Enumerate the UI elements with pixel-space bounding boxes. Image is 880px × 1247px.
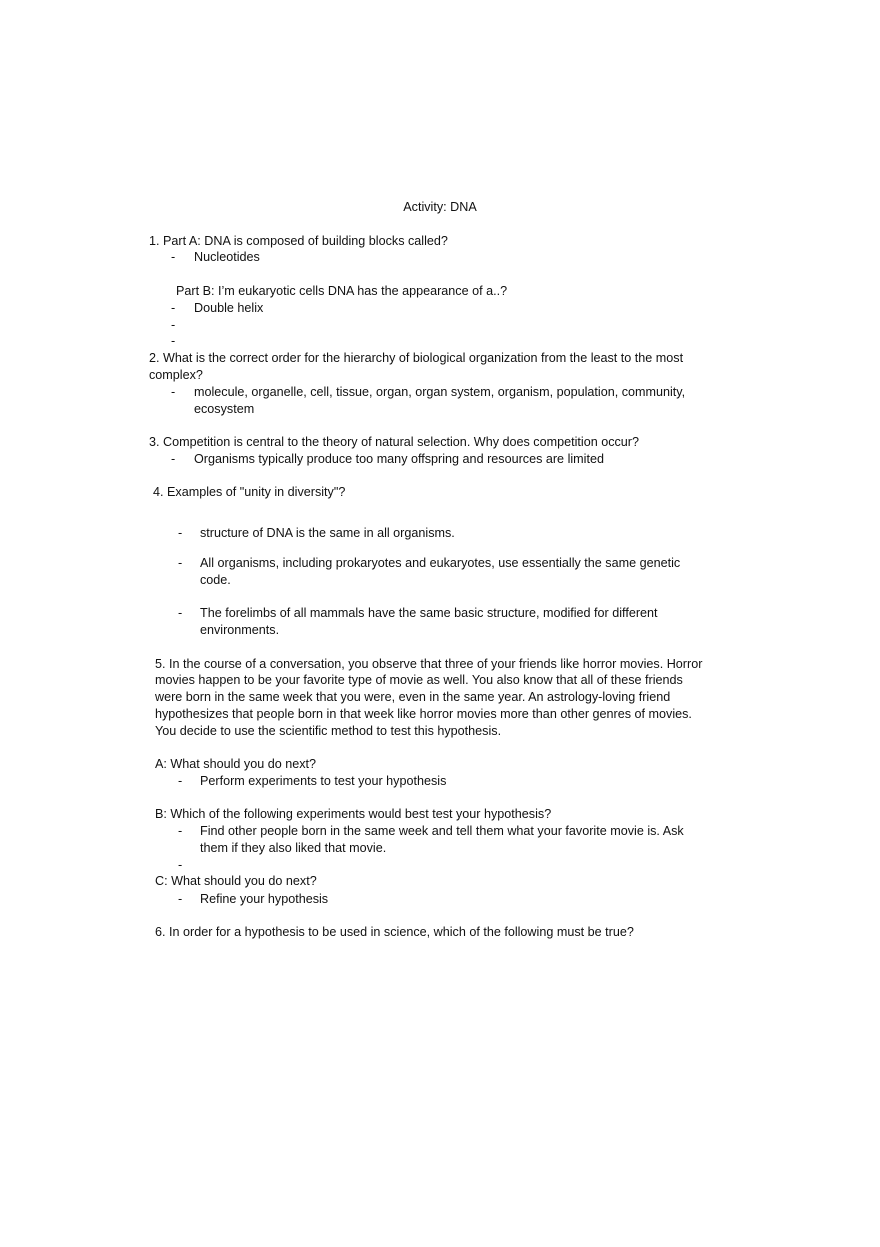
q5-b-question: B: Which of the following experiments would best test your hypothesis? bbox=[155, 807, 552, 821]
q4-question: 4. Examples of "unity in diversity"? bbox=[153, 485, 346, 499]
bullet-dash: - bbox=[178, 824, 183, 838]
q5-b-answer-line2: them if they also liked that movie. bbox=[200, 841, 387, 855]
page-title: Activity: DNA bbox=[403, 200, 477, 214]
q5-c-answer: Refine your hypothesis bbox=[200, 892, 329, 906]
bullet-dash: - bbox=[178, 526, 183, 540]
q2-answer-line2: ecosystem bbox=[194, 402, 255, 416]
q6-question: 6. In order for a hypothesis to be used in science, which of the following must be true? bbox=[155, 925, 634, 939]
q2-question-line2: complex? bbox=[149, 368, 203, 382]
q1-part-b-answer: Double helix bbox=[194, 301, 264, 315]
q5-a-answer: Perform experiments to test your hypothesis bbox=[200, 774, 447, 788]
q5-a-question: A: What should you do next? bbox=[155, 757, 317, 771]
q5-c-question: C: What should you do next? bbox=[155, 874, 317, 888]
q5-b-answer-line1: Find other people born in the same week and tell them what your favorite movie is. Ask bbox=[200, 824, 684, 838]
q4-answer-3-line2: environments. bbox=[200, 623, 280, 637]
q5-paragraph-line: You decide to use the scientific method to test this hypothesis. bbox=[155, 724, 502, 738]
bullet-dash: - bbox=[171, 250, 176, 264]
bullet-dash: - bbox=[178, 858, 183, 872]
bullet-dash: - bbox=[171, 385, 176, 399]
q5-paragraph-line: hypothesizes that people born in that week like horror movies more than other genres of movies. bbox=[155, 707, 692, 721]
q5-paragraph-line: were born in the same week that you were, even in the same year. An astrology-loving friend bbox=[155, 690, 671, 704]
q3-answer: Organisms typically produce too many offspring and resources are limited bbox=[194, 452, 604, 466]
bullet-dash: - bbox=[178, 556, 183, 570]
bullet-dash: - bbox=[178, 606, 183, 620]
bullet-dash: - bbox=[171, 301, 176, 315]
q4-answer-2-line2: code. bbox=[200, 573, 231, 587]
bullet-dash: - bbox=[178, 774, 183, 788]
q5-paragraph-line: movies happen to be your favorite type of movie as well. You also know that all of these friends bbox=[155, 673, 683, 687]
bullet-dash: - bbox=[171, 318, 176, 332]
q1-part-b-question: Part B: I’m eukaryotic cells DNA has the appearance of a..? bbox=[176, 284, 508, 298]
q4-answer-3-line1: The forelimbs of all mammals have the same basic structure, modified for different bbox=[200, 606, 658, 620]
q2-question-line1: 2. What is the correct order for the hierarchy of biological organization from the least to the most bbox=[149, 351, 684, 365]
q2-answer-line1: molecule, organelle, cell, tissue, organ, organ system, organism, population, community, bbox=[194, 385, 686, 399]
q3-question: 3. Competition is central to the theory of natural selection. Why does competition occur? bbox=[149, 435, 640, 449]
bullet-dash: - bbox=[171, 334, 176, 348]
q4-answer-1: structure of DNA is the same in all organisms. bbox=[200, 526, 455, 540]
bullet-dash: - bbox=[178, 892, 183, 906]
q5-paragraph-line: 5. In the course of a conversation, you observe that three of your friends like horror movies. Horror bbox=[155, 657, 703, 671]
q4-answer-2-line1: All organisms, including prokaryotes and eukaryotes, use essentially the same genetic bbox=[200, 556, 681, 570]
bullet-dash: - bbox=[171, 452, 176, 466]
q1-part-a-question: 1. Part A: DNA is composed of building blocks called? bbox=[149, 234, 448, 248]
q1-part-a-answer: Nucleotides bbox=[194, 250, 260, 264]
